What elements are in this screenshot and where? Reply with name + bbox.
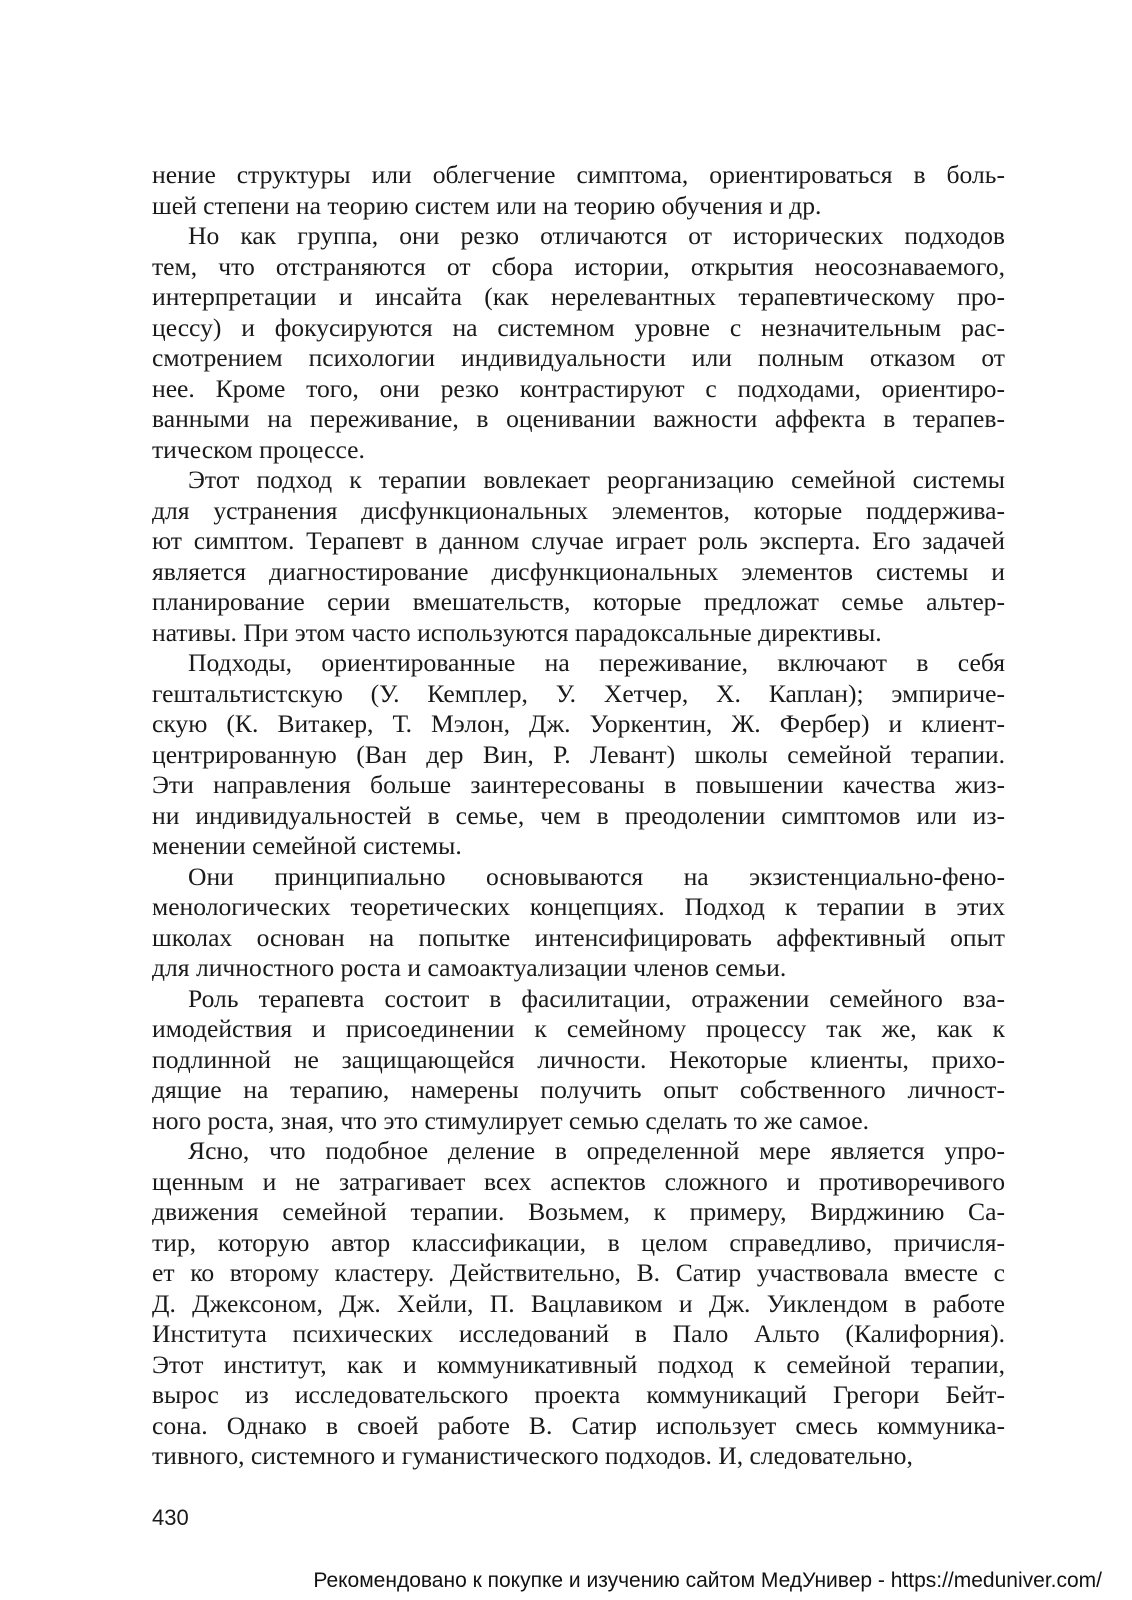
page-number: 430 <box>152 1505 189 1530</box>
paragraph <box>152 221 1005 465</box>
paragraph <box>152 648 1005 862</box>
text-line: дящие на терапию, намерены получить опыт собственного личност- <box>152 1075 1005 1104</box>
text-line: является диагностирование дисфункциональных элементов системы и <box>152 556 1005 586</box>
text-line: смотрением психологии индивидуальности или полным отказом от <box>152 343 1005 372</box>
text-line: скую (К. Витакер, Т. Мэлон, Дж. Уоркентин, Ж. Фербер) и клиент- <box>152 709 1005 738</box>
text-line: движения семейной терапии. Возьмем, к примеру, Вирджинию Са- <box>152 1197 1005 1226</box>
text-line: цессу) и фокусируются на системном уровне с незначительным рас- <box>152 312 1005 342</box>
text-line: Они принципиально основываются на экзистенциально-фено- <box>188 861 1005 891</box>
text-line: Роль терапевта состоит в фасилитации, отражении семейного вза- <box>188 983 1005 1013</box>
text-line: гештальтистскую (У. Кемплер, У. Хетчер, Х. Каплан); эмпириче- <box>152 678 1005 708</box>
text-line: центрированную (Ван дер Вин, Р. Левант) школы семейной терапии. <box>152 739 1005 769</box>
text-line: Подходы, ориентированные на переживание, включают в себя <box>188 648 1005 677</box>
text-line: тир, которую автор классификации, в целом справедливо, причисля- <box>152 1227 1005 1257</box>
text-line: для личностного роста и самоактуализации членов семьи. <box>152 953 787 982</box>
text-line: нение структуры или облегчение симптома, ориентироваться в боль- <box>152 160 1005 189</box>
text-line: Этот подход к терапии вовлекает реорганизацию семейной системы <box>188 465 1005 494</box>
text-line: тическом процессе. <box>152 434 365 464</box>
text-line: имодействия и присоединении к семейному процессу так же, как к <box>152 1014 1005 1043</box>
text-line: подлинной не защищающейся личности. Некоторые клиенты, прихо- <box>152 1044 1005 1074</box>
text-line: Д. Джексоном, Дж. Хейли, П. Вацлавиком и Дж. Уиклендом в работе <box>152 1288 1005 1318</box>
text-line: ного роста, зная, что это стимулирует семью сделать то же самое. <box>152 1105 870 1135</box>
text-line: Института психических исследований в Пало Альто (Калифорния). <box>152 1319 1005 1348</box>
text-line: щенным и не затрагивает всех аспектов сложного и противоречивого <box>152 1166 1005 1196</box>
paragraph <box>152 160 1005 221</box>
text-line: менении семейной системы. <box>152 831 462 860</box>
text-line: менологических теоретических концепциях. Подход к терапии в этих <box>152 892 1005 921</box>
text-line: вырос из исследовательского проекта коммуникаций Грегори Бейт- <box>152 1380 1005 1409</box>
text-line: нативы. При этом часто используются парадоксальные директивы. <box>152 617 882 647</box>
text-line: Эти направления больше заинтересованы в повышении качества жиз- <box>152 770 1005 799</box>
paragraph <box>152 984 1005 1137</box>
footer-recommendation: Рекомендовано к покупке и изучению сайтом МедУнивер - https://meduniver.com/ <box>313 1569 1102 1592</box>
paragraph <box>152 862 1005 984</box>
text-line: ют симптом. Терапевт в данном случае играет роль эксперта. Его задачей <box>152 526 1005 555</box>
text-line: интерпретации и инсайта (как нерелевантных терапевтическому про- <box>152 282 1005 311</box>
text-line: Но как группа, они резко отличаются от исторических подходов <box>188 221 1005 250</box>
text-line: для устранения дисфункциональных элементов, которые поддержива- <box>152 495 1005 525</box>
text-line: Этот институт, как и коммуникативный подход к семейной терапии, <box>152 1349 1005 1379</box>
text-line: тем, что отстраняются от сбора истории, открытия неосознаваемого, <box>152 251 1005 281</box>
text-line: шей степени на теорию систем или на теорию обучения и др. <box>152 190 822 220</box>
text-line: школах основан на попытке интенсифицировать аффективный опыт <box>152 922 1005 952</box>
paragraph <box>152 465 1005 648</box>
text-line: сона. Однако в своей работе В. Сатир использует смесь коммуника- <box>152 1410 1005 1440</box>
text-line: нее. Кроме того, они резко контрастируют с подходами, ориентиро- <box>152 373 1005 403</box>
body-text <box>152 160 1005 1472</box>
paragraph <box>152 1136 1005 1472</box>
text-line: ет ко второму кластеру. Действительно, В. Сатир участвовала вместе с <box>152 1258 1005 1287</box>
text-line: тивного, системного и гуманистического подходов. И, следовательно, <box>152 1441 913 1470</box>
text-line: ванными на переживание, в оценивании важности аффекта в терапев- <box>152 404 1005 433</box>
text-line: ни индивидуальностей в семье, чем в преодолении симптомов или из- <box>152 800 1005 830</box>
text-line: планирование серии вмешательств, которые предложат семье альтер- <box>152 587 1005 616</box>
text-line: Ясно, что подобное деление в определенной мере является упро- <box>188 1136 1005 1165</box>
